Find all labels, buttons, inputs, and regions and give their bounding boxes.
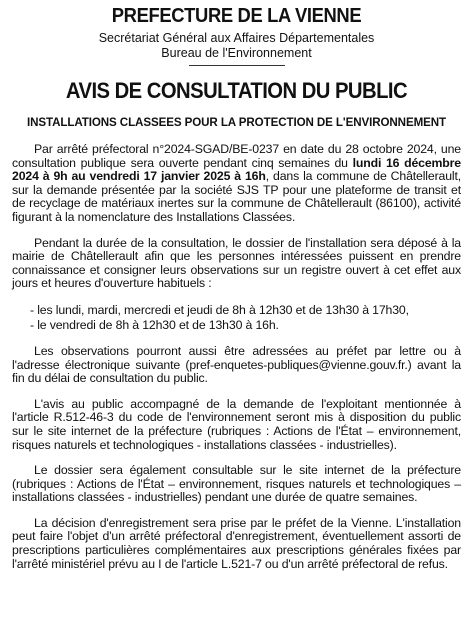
secretariat-line: Secrétariat Général aux Affaires Départementales — [98, 31, 375, 45]
paragraph-decision: La décision d'enregistrement sera prise par le préfet de la Vienne. L'installation peut faire l'objet d'un arrêté préfectoral d'enregistrement, éventuellement assorti de prescriptions particulières complémentaires aux prescriptions générales fixées par l'arrêté ministériel prévu au I de l'article L.521-7 ou d'un arrêté préfectoral de refus. — [12, 515, 461, 571]
paragraph-dossier: Pendant la durée de la consultation, le dossier de l'installation sera déposé à la mairie de Châtellerault afin que les personnes intéressées puissent en prendre connaissance et consigner leurs observations sur un registre ouvert à cet effet aux jours et heures d'ouverture habituels : — [12, 235, 461, 291]
opening-hours-list — [12, 303, 461, 333]
notice-page — [0, 5, 473, 629]
prefecture-heading: PREFECTURE DE LA VIENNE — [111, 5, 362, 27]
paragraph-arrete-text1: Par arrêté préfectoral n°2024-SGAD/BE-0237 en date du 28 octobre 2024, une consultation publique sera ouverte pendant cinq semaines du — [12, 142, 461, 170]
paragraph-arrete — [12, 143, 461, 225]
bureau-line: Bureau de l'Environnement — [161, 46, 312, 60]
paragraph-arrete-text2: , dans la commune de Châtellerault, sur la demande présentée par la société SJS TP pour une plateforme de transit et de recyclage de matériaux inertes sur la commune de Châtellerault (86100), activité figurant à la nomenclature des Installations Classées. — [12, 169, 462, 224]
opening-hours-item: - le vendredi de 8h à 12h30 et de 13h30 à 16h. — [30, 317, 279, 332]
notice-subtitle: INSTALLATIONS CLASSEES POUR LA PROTECTION DE L'ENVIRONNEMENT — [26, 116, 447, 129]
consultation-dates: lundi 16 décembre 2024 à 9h au vendredi 17 janvier 2025 à 16h — [12, 155, 461, 184]
paragraph-observations: Les observations pourront aussi être adressées au préfet par lettre ou à l'adresse électronique suivante (pref-enquetes-publiques@vienne.gouv.fr.) avant la fin du délai de consultation du public. — [12, 343, 461, 386]
paragraph-dossier-internet: Le dossier sera également consultable sur le site internet de la préfecture (rubriques : Actions de l'État – environnement, risques naturels et technologiques – installations classées - industrielles) pendant une durée de quatre semaines. — [12, 463, 461, 505]
paragraph-avis-public: L'avis au public accompagné de la demande de l'exploitant mentionnée à l'article R.512-46-3 du code de l'environnement seront mis à disposition du public sur le site internet de la préfecture (rubriques : Actions de l'État – environnement, risques naturels et technologiques - installations classées - industrielles). — [12, 396, 461, 452]
opening-hours-item: - les lundi, mardi, mercredi et jeudi de 8h à 12h30 et de 13h30 à 17h30, — [30, 302, 409, 317]
header-divider — [189, 65, 285, 66]
notice-title: AVIS DE CONSULTATION DU PUBLIC — [65, 78, 408, 103]
